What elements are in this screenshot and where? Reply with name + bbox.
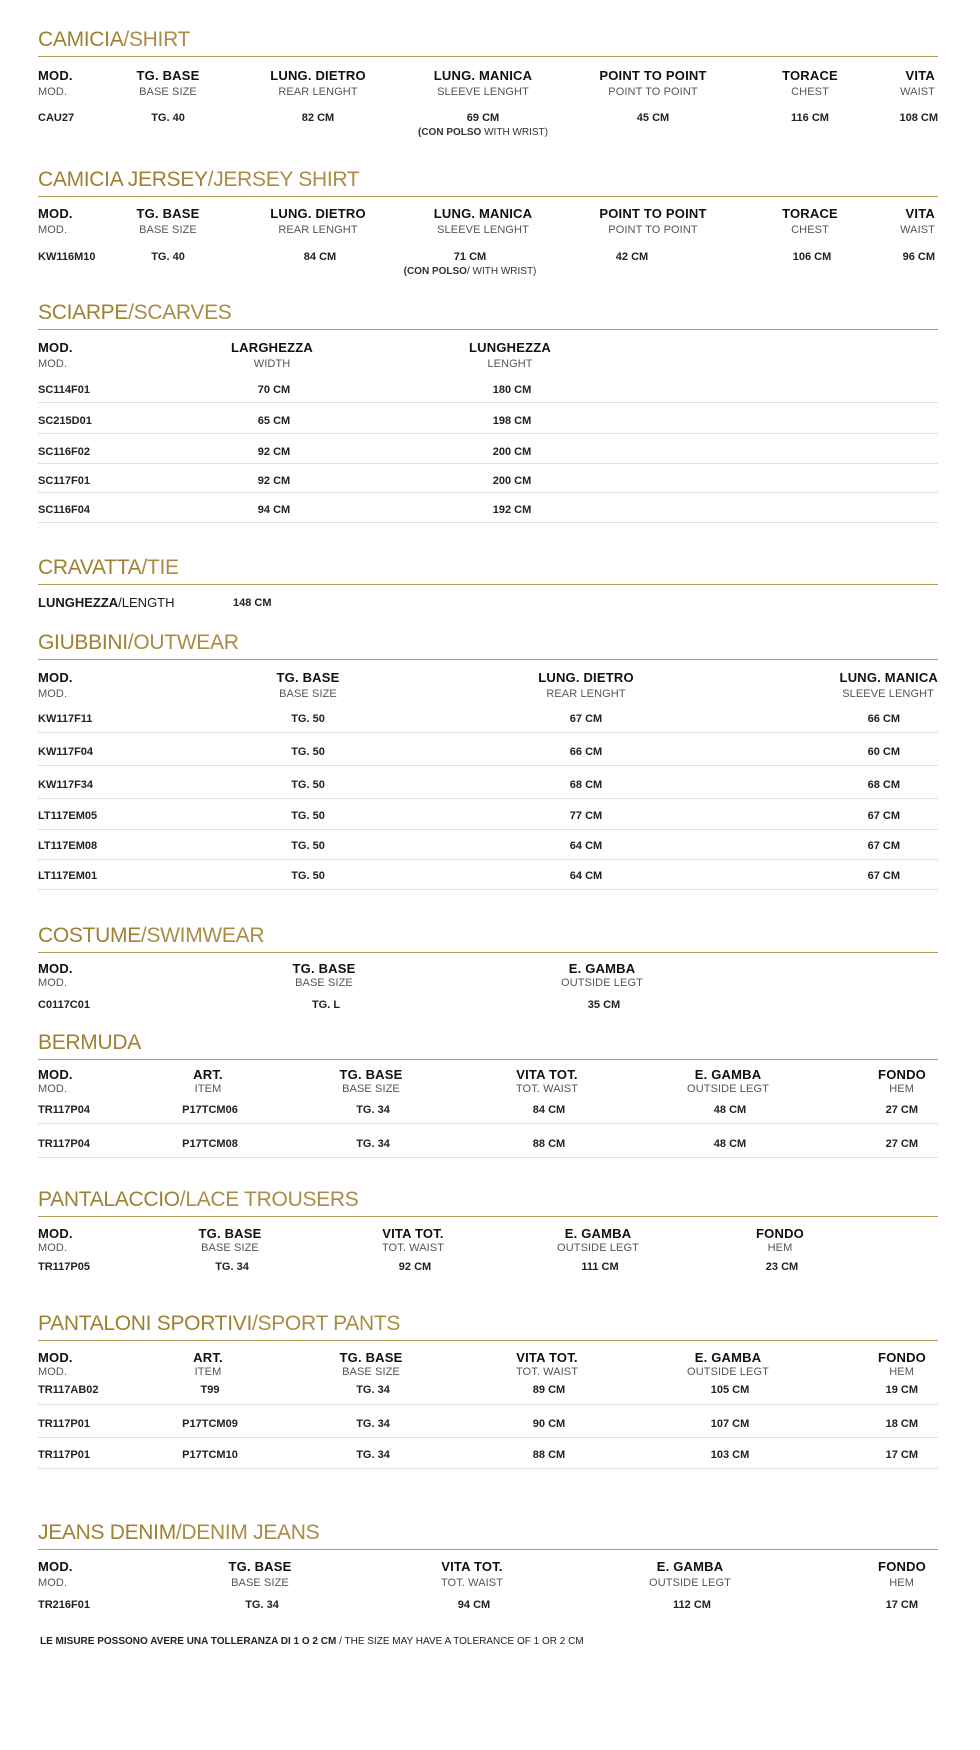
- cell-mod: SC116F04: [38, 504, 90, 516]
- section-title: PANTALONI SPORTIVI/SPORT PANTS: [38, 1312, 401, 1335]
- header-width: LARGHEZZA: [231, 340, 313, 355]
- header-sleeve-length: LUNG. MANICA: [839, 670, 938, 685]
- row-divider: [38, 798, 938, 799]
- cell-rear-length: 64 CM: [569, 840, 603, 852]
- header-base-size-en: BASE SIZE: [342, 1083, 400, 1095]
- header-base-size: TG. BASE: [292, 961, 356, 976]
- title-rule: [38, 1216, 938, 1217]
- cell-length: 192 CM: [492, 504, 532, 516]
- cell-sleeve-length: 66 CM: [867, 713, 900, 725]
- cell-mod: TR117AB02: [38, 1384, 99, 1396]
- header-mod: MOD.: [38, 206, 73, 221]
- cell-rear-length: 84 CM: [303, 251, 337, 263]
- cell-hem: 17 CM: [885, 1599, 918, 1611]
- header-mod: MOD.: [38, 1067, 73, 1082]
- header-base-size-en: BASE SIZE: [279, 688, 337, 700]
- header-mod-en: MOD.: [38, 1577, 68, 1589]
- header-tot-waist-en: TOT. WAIST: [381, 1242, 445, 1254]
- cell-chest: 116 CM: [791, 112, 829, 124]
- header-outside-leg: E. GAMBA: [694, 1067, 762, 1082]
- cell-mod: SC116F02: [38, 446, 90, 458]
- cell-length: 180 CM: [492, 384, 532, 396]
- header-sleeve-length: LUNG. MANICA: [433, 206, 533, 221]
- row-divider: [38, 859, 938, 860]
- header-outside-leg: E. GAMBA: [656, 1559, 724, 1574]
- row-divider: [38, 522, 938, 523]
- tie-length-value: 148 CM: [233, 597, 272, 609]
- header-sleeve-length: LUNG. MANICA: [433, 68, 533, 83]
- section-title: CAMICIA/SHIRT: [38, 28, 191, 51]
- header-mod-en: MOD.: [38, 1242, 68, 1254]
- header-sleeve-length-en: SLEEVE LENGHT: [437, 86, 529, 98]
- row-divider: [38, 889, 938, 890]
- header-mod: MOD.: [38, 670, 73, 685]
- cell-sleeve-length: 67 CM: [867, 840, 900, 852]
- cell-rear-length: 68 CM: [569, 779, 603, 791]
- header-width-en: WIDTH: [253, 358, 291, 370]
- header-point-to-point: POINT TO POINT: [599, 206, 707, 221]
- header-mod: MOD.: [38, 340, 73, 355]
- cell-base-size: TG. 34: [356, 1104, 390, 1116]
- cell-outside-leg: 103 CM: [710, 1449, 750, 1461]
- header-outside-leg-en: OUTSIDE LEGT: [687, 1366, 769, 1378]
- cell-base-size: TG. 34: [356, 1138, 390, 1150]
- header-sleeve-length-en: SLEEVE LENGHT: [842, 688, 934, 700]
- header-waist: VITA: [905, 206, 935, 221]
- cell-mod: CAU27: [38, 112, 75, 124]
- cell-tot-waist: 92 CM: [398, 1261, 432, 1273]
- title-rule: [38, 56, 938, 57]
- cell-mod: TR117P01: [38, 1418, 90, 1430]
- header-outside-leg-en: OUTSIDE LEGT: [649, 1577, 731, 1589]
- cell-hem: 27 CM: [885, 1104, 918, 1116]
- section-sport-pants: [38, 1312, 938, 1472]
- cell-item: T99: [200, 1384, 220, 1396]
- row-divider: [38, 829, 938, 830]
- cell-mod: KW117F04: [38, 746, 94, 758]
- header-chest-en: CHEST: [791, 224, 829, 236]
- section-title: COSTUME/SWIMWEAR: [38, 924, 265, 947]
- header-hem-en: HEM: [889, 1366, 914, 1378]
- cell-mod: TR117P04: [38, 1104, 90, 1116]
- title-rule: [38, 584, 938, 585]
- header-mod-en: MOD.: [38, 688, 68, 700]
- cell-outside-leg: 107 CM: [710, 1418, 750, 1430]
- header-mod: MOD.: [38, 1559, 73, 1574]
- cell-outside-leg: 112 CM: [673, 1599, 711, 1611]
- title-rule: [38, 329, 938, 330]
- sleeve-note: (CON POLSO WITH WRIST): [418, 127, 548, 138]
- cell-hem: 27 CM: [885, 1138, 918, 1150]
- header-base-size-en: BASE SIZE: [342, 1366, 400, 1378]
- row-divider: [38, 765, 938, 766]
- title-rule: [38, 1340, 938, 1341]
- header-base-size: TG. BASE: [339, 1067, 403, 1082]
- header-mod: MOD.: [38, 961, 73, 976]
- header-outside-leg: E. GAMBA: [568, 961, 636, 976]
- cell-length: 200 CM: [492, 446, 532, 458]
- section-lace-trousers: [38, 1188, 938, 1278]
- header-length: LUNGHEZZA: [469, 340, 551, 355]
- cell-base-size: TG. 40: [151, 112, 185, 124]
- header-chest: TORACE: [782, 68, 838, 83]
- header-hem-en: HEM: [767, 1242, 793, 1254]
- header-mod-en: MOD.: [38, 358, 68, 370]
- header-item-en: ITEM: [194, 1366, 222, 1378]
- header-hem: FONDO: [756, 1226, 804, 1241]
- header-base-size: TG. BASE: [136, 68, 200, 83]
- cell-sleeve-length: 68 CM: [867, 779, 900, 791]
- header-sleeve-length-en: SLEEVE LENGHT: [437, 224, 529, 236]
- title-rule: [38, 1549, 938, 1550]
- cell-mod: TR117P05: [38, 1261, 90, 1273]
- title-rule: [38, 196, 938, 197]
- cell-point-to-point: 42 CM: [615, 251, 649, 263]
- cell-mod: LT117EM05: [38, 810, 98, 822]
- cell-rear-length: 82 CM: [301, 112, 335, 124]
- cell-width: 94 CM: [257, 504, 291, 516]
- cell-sleeve-length: 67 CM: [867, 810, 900, 822]
- cell-base-size: TG. 34: [245, 1599, 279, 1611]
- header-point-to-point-en: POINT TO POINT: [608, 86, 698, 98]
- header-outside-leg-en: OUTSIDE LEGT: [561, 977, 643, 989]
- header-base-size-en: BASE SIZE: [231, 1577, 289, 1589]
- cell-sleeve-length: 71 CM: [453, 251, 487, 263]
- header-base-size-en: BASE SIZE: [139, 86, 197, 98]
- header-base-size: TG. BASE: [339, 1350, 403, 1365]
- cell-width: 92 CM: [257, 446, 291, 458]
- header-rear-length-en: REAR LENGHT: [278, 86, 358, 98]
- cell-waist: 108 CM: [899, 112, 938, 124]
- header-point-to-point: POINT TO POINT: [599, 68, 707, 83]
- cell-rear-length: 64 CM: [569, 870, 603, 882]
- header-tot-waist: VITA TOT.: [516, 1350, 578, 1365]
- section-title: JEANS DENIM/DENIM JEANS: [38, 1521, 320, 1544]
- header-outside-leg: E. GAMBA: [564, 1226, 632, 1241]
- header-base-size-en: BASE SIZE: [295, 977, 353, 989]
- section-title: BERMUDA: [38, 1031, 141, 1054]
- section-jersey-shirt: [38, 168, 938, 288]
- cell-rear-length: 66 CM: [569, 746, 603, 758]
- cell-width: 65 CM: [257, 415, 291, 427]
- tolerance-note: LE MISURE POSSONO AVERE UNA TOLLERANZA DI 1 O 2 CM / THE SIZE MAY HAVE A TOLERANCE OF 1 OR 2 CM: [40, 1636, 584, 1647]
- cell-base-size: TG. 40: [151, 251, 185, 263]
- row-divider: [38, 492, 938, 493]
- cell-base-size: TG. 50: [291, 870, 325, 882]
- sleeve-note: (CON POLSO/ WITH WRIST): [403, 266, 537, 277]
- header-outside-leg-en: OUTSIDE LEGT: [557, 1242, 639, 1254]
- cell-tot-waist: 84 CM: [532, 1104, 566, 1116]
- header-rear-length-en: REAR LENGHT: [546, 688, 626, 700]
- header-mod-en: MOD.: [38, 1366, 68, 1378]
- header-hem-en: HEM: [889, 1577, 914, 1589]
- cell-rear-length: 67 CM: [569, 713, 603, 725]
- header-item: ART.: [193, 1350, 223, 1365]
- section-title: PANTALACCIO/LACE TROUSERS: [38, 1188, 359, 1211]
- header-mod: MOD.: [38, 1350, 73, 1365]
- cell-hem: 19 CM: [885, 1384, 918, 1396]
- header-waist-en: WAIST: [900, 224, 935, 236]
- section-swimwear: [38, 924, 938, 1014]
- cell-outside-leg: 35 CM: [587, 999, 621, 1011]
- cell-item: P17TCM10: [182, 1449, 238, 1461]
- title-rule: [38, 659, 938, 660]
- cell-outside-leg: 111 CM: [581, 1261, 619, 1273]
- cell-mod: SC215D01: [38, 415, 92, 427]
- row-divider: [38, 1157, 938, 1158]
- section-title: GIUBBINI/OUTWEAR: [38, 631, 239, 654]
- cell-base-size: TG. 34: [356, 1449, 390, 1461]
- header-point-to-point-en: POINT TO POINT: [608, 224, 698, 236]
- cell-item: P17TCM09: [182, 1418, 238, 1430]
- cell-outside-leg: 48 CM: [713, 1104, 747, 1116]
- row-divider: [38, 433, 938, 434]
- cell-tot-waist: 89 CM: [532, 1384, 566, 1396]
- header-tot-waist-en: TOT. WAIST: [440, 1577, 504, 1589]
- header-tot-waist: VITA TOT.: [382, 1226, 444, 1241]
- cell-rear-length: 77 CM: [569, 810, 603, 822]
- cell-tot-waist: 88 CM: [532, 1449, 566, 1461]
- cell-base-size: TG. 34: [215, 1261, 249, 1273]
- header-base-size: TG. BASE: [228, 1559, 292, 1574]
- header-mod: MOD.: [38, 1226, 73, 1241]
- cell-tot-waist: 94 CM: [457, 1599, 491, 1611]
- row-divider: [38, 463, 938, 464]
- section-tie: [38, 556, 938, 616]
- header-item: ART.: [193, 1067, 223, 1082]
- cell-sleeve-length: 60 CM: [867, 746, 900, 758]
- cell-base-size: TG. 34: [356, 1418, 390, 1430]
- cell-sleeve-length: 69 CM: [466, 112, 500, 124]
- header-mod: MOD.: [38, 68, 73, 83]
- header-outside-leg-en: OUTSIDE LEGT: [687, 1083, 769, 1095]
- header-tot-waist-en: TOT. WAIST: [515, 1083, 579, 1095]
- header-hem-en: HEM: [889, 1083, 914, 1095]
- header-base-size: TG. BASE: [136, 206, 200, 221]
- cell-base-size: TG. 50: [291, 810, 325, 822]
- header-tot-waist-en: TOT. WAIST: [515, 1366, 579, 1378]
- row-divider: [38, 402, 938, 403]
- row-divider: [38, 1123, 938, 1124]
- cell-outside-leg: 105 CM: [710, 1384, 750, 1396]
- header-rear-length: LUNG. DIETRO: [270, 68, 366, 83]
- section-outwear: [38, 631, 938, 891]
- header-rear-length: LUNG. DIETRO: [270, 206, 366, 221]
- section-title: SCIARPE/SCARVES: [38, 301, 232, 324]
- section-shirt: [38, 28, 938, 148]
- header-tot-waist: VITA TOT.: [441, 1559, 503, 1574]
- header-base-size: TG. BASE: [276, 670, 340, 685]
- header-rear-length: LUNG. DIETRO: [538, 670, 634, 685]
- section-denim-jeans: [38, 1521, 938, 1621]
- tie-length-label: LUNGHEZZA/LENGTH: [38, 595, 175, 610]
- cell-hem: 17 CM: [885, 1449, 918, 1461]
- cell-base-size: TG. 34: [356, 1384, 390, 1396]
- header-chest: TORACE: [782, 206, 838, 221]
- cell-tot-waist: 88 CM: [532, 1138, 566, 1150]
- header-hem: FONDO: [878, 1350, 926, 1365]
- row-divider: [38, 1468, 938, 1469]
- header-item-en: ITEM: [194, 1083, 222, 1095]
- cell-item: P17TCM08: [182, 1138, 238, 1150]
- cell-mod: TR216F01: [38, 1599, 90, 1611]
- title-rule: [38, 1059, 938, 1060]
- cell-mod: SC114F01: [38, 384, 90, 396]
- cell-base-size: TG. 50: [291, 840, 325, 852]
- header-base-size-en: BASE SIZE: [139, 224, 197, 236]
- cell-waist: 96 CM: [902, 251, 935, 263]
- cell-mod: KW117F34: [38, 779, 94, 791]
- cell-mod: KW117F11: [38, 713, 93, 725]
- header-hem: FONDO: [878, 1559, 926, 1574]
- header-rear-length-en: REAR LENGHT: [278, 224, 358, 236]
- section-title: CRAVATTA/TIE: [38, 556, 179, 579]
- cell-base-size: TG. 50: [291, 713, 325, 725]
- cell-chest: 106 CM: [792, 251, 832, 263]
- header-mod-en: MOD.: [38, 224, 68, 236]
- cell-hem: 23 CM: [765, 1261, 799, 1273]
- header-tot-waist: VITA TOT.: [516, 1067, 578, 1082]
- cell-width: 92 CM: [257, 475, 291, 487]
- header-mod-en: MOD.: [38, 1083, 68, 1095]
- cell-outside-leg: 48 CM: [713, 1138, 747, 1150]
- title-rule: [38, 952, 938, 953]
- header-hem: FONDO: [878, 1067, 926, 1082]
- cell-mod: C0117C01: [38, 999, 90, 1011]
- header-waist-en: WAIST: [900, 86, 935, 98]
- header-mod-en: MOD.: [38, 977, 68, 989]
- cell-width: 70 CM: [257, 384, 291, 396]
- section-bermuda: [38, 1031, 938, 1161]
- header-waist: VITA: [905, 68, 935, 83]
- cell-tot-waist: 90 CM: [532, 1418, 566, 1430]
- row-divider: [38, 1404, 938, 1405]
- cell-hem: 18 CM: [885, 1418, 918, 1430]
- cell-length: 198 CM: [492, 415, 532, 427]
- section-title: CAMICIA JERSEY/JERSEY SHIRT: [38, 168, 360, 191]
- cell-base-size: TG. 50: [291, 779, 325, 791]
- header-base-size-en: BASE SIZE: [201, 1242, 259, 1254]
- cell-mod: LT117EM01: [38, 870, 98, 882]
- header-mod-en: MOD.: [38, 86, 68, 98]
- cell-mod: TR117P04: [38, 1138, 90, 1150]
- row-divider: [38, 1437, 938, 1438]
- cell-base-size: TG. L: [311, 999, 341, 1011]
- cell-mod: SC117F01: [38, 475, 90, 487]
- cell-mod: KW116M10: [38, 251, 96, 263]
- cell-mod: TR117P01: [38, 1449, 90, 1461]
- header-chest-en: CHEST: [791, 86, 829, 98]
- cell-length: 200 CM: [492, 475, 532, 487]
- cell-mod: LT117EM08: [38, 840, 98, 852]
- header-outside-leg: E. GAMBA: [694, 1350, 762, 1365]
- cell-base-size: TG. 50: [291, 746, 325, 758]
- cell-item: P17TCM06: [182, 1104, 238, 1116]
- cell-point-to-point: 45 CM: [636, 112, 670, 124]
- header-base-size: TG. BASE: [198, 1226, 262, 1241]
- section-scarves: [38, 301, 938, 531]
- header-length-en: LENGHT: [487, 358, 533, 370]
- cell-sleeve-length: 67 CM: [867, 870, 900, 882]
- row-divider: [38, 732, 938, 733]
